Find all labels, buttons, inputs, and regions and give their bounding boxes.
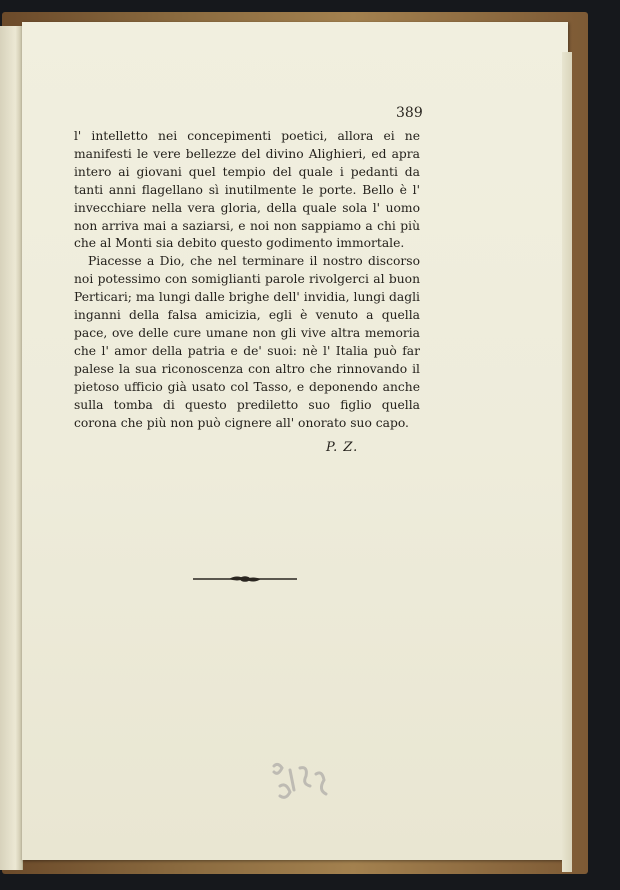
page-fold-edge	[562, 52, 572, 872]
page-number: 389	[396, 105, 423, 121]
decorative-rule-icon	[193, 573, 297, 585]
paragraph-1: l' intelletto nei concepimenti poetici, allora ei ne manifesti le vere bellezze del divino Alighieri, ed apra intero ai giovani quel tempio del quale i pedanti da tanti anni flagellano sì inutilmente le porte. Bello è l' invecchiare nella vera gloria, della quale sola l' uomo non arriva mai a saziarsi, e noi non sappiamo a chi più che al Monti sia debito questo godimento immortale.	[74, 129, 420, 251]
paragraph-2: Piacesse a Dio, che nel terminare il nostro discorso noi potessimo con somiglianti parole rivolgerci al buon Perticari; ma lungi dalle brighe dell' invidia, lungi dagli inganni della falsa amicizia, egli è venuto a quella pace, ove delle cure umane non gli vive altra memoria che l' amor della patria e de' suoi: nè l' Italia può far palese la sua riconoscenza con altro che rinnovando il pietoso ufficio già usato col Tasso, e deponendo anche sulla tomba di questo prediletto suo figlio quella corona che più non può cignere all' onorato suo capo.	[74, 254, 420, 430]
body-text	[74, 128, 420, 432]
library-stamp-icon	[266, 756, 336, 808]
previous-leaf-edge	[0, 26, 23, 870]
author-signature: P. Z.	[326, 440, 359, 455]
